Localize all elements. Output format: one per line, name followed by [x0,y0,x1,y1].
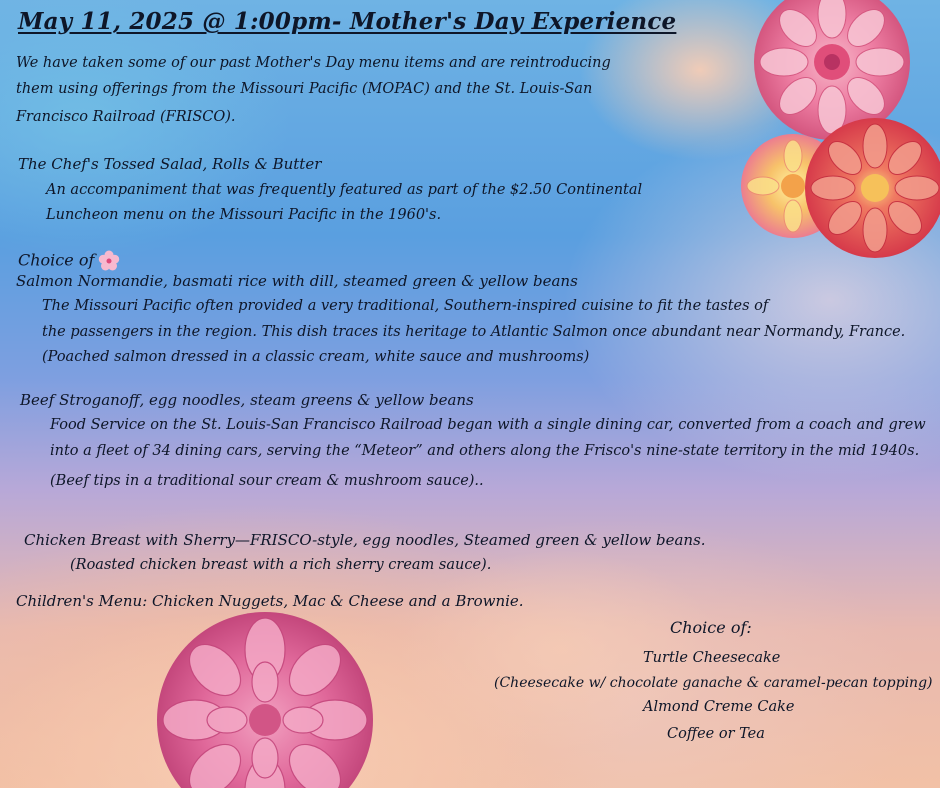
red-dahlia-icon [800,108,940,278]
salmon-heading: Salmon Normandie, basmati rice with dill, steamed green & yellow beans [16,272,578,290]
event-title: May 11, 2025 @ 1:00pm- Mother's Day Experience [18,8,677,35]
choice-label-text: Choice of [18,250,95,270]
dessert-item-coffee-or-tea: Coffee or Tea [667,726,765,742]
beef-desc-line-3: (Beef tips in a traditional sour cream & mushroom sauce).. [50,473,484,489]
salmon-desc-line-2: the passengers in the region. This dish traces its heritage to Atlantic Salmon once abundant near Normandy, France. [42,324,906,340]
chicken-desc: (Roasted chicken breast with a rich sherry cream sauce). [70,557,492,573]
choice-label [18,250,120,272]
dessert-item-turtle-cheesecake: Turtle Cheesecake [643,650,781,666]
beef-desc-line-1: Food Service on the St. Louis-San Francisco Railroad began with a single dining car, converted from a coach and grew [50,417,926,433]
beef-heading: Beef Stroganoff, egg noodles, steam greens & yellow beans [20,391,474,409]
dessert-choice-label: Choice of: [670,618,752,637]
dessert-item-cheesecake-desc: (Cheesecake w/ chocolate ganache & caramel-pecan topping) [494,675,933,691]
dessert-item-almond-creme-cake: Almond Creme Cake [643,699,795,715]
chicken-heading: Chicken Breast with Sherry—FRISCO-style, egg noodles, Steamed green & yellow beans. [24,531,706,549]
intro-line-2: them using offerings from the Missouri Pacific (MOPAC) and the St. Louis-San [16,81,593,97]
beef-desc-line-2: into a fleet of 34 dining cars, serving the “Meteor” and others along the Frisco's nine-state territory in the mid 1940s. [50,443,920,459]
cherry-blossom-icon [98,250,120,272]
salmon-desc-line-1: The Missouri Pacific often provided a very traditional, Southern-inspired cuisine to fit the tastes of [42,298,769,314]
salmon-desc-line-3: (Poached salmon dressed in a classic cream, white sauce and mushrooms) [42,349,590,365]
salad-heading: The Chef's Tossed Salad, Rolls & Butter [18,155,322,173]
childrens-menu: Children's Menu: Chicken Nuggets, Mac & Cheese and a Brownie. [16,592,524,610]
salad-desc-line-2: Luncheon menu on the Missouri Pacific in the 1960's. [46,207,442,223]
intro-line-1: We have taken some of our past Mother's Day menu items and are reintroducing [16,55,611,71]
intro-line-3: Francisco Railroad (FRISCO). [16,109,236,125]
pink-zinnia-bottom-icon [140,610,400,788]
salad-desc-line-1: An accompaniment that was frequently featured as part of the $2.50 Continental [46,182,643,198]
